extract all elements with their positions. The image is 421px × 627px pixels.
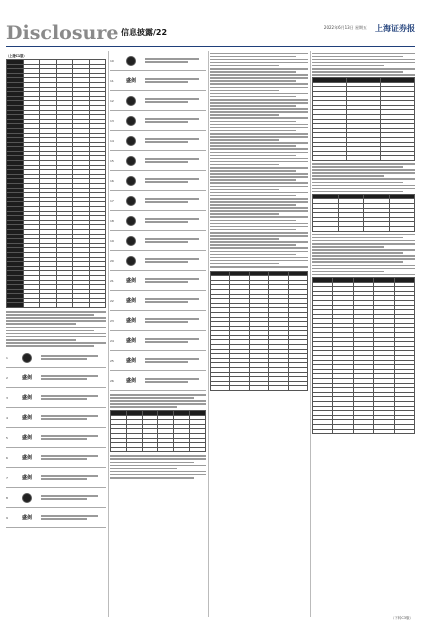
row-number: 25 — [110, 358, 114, 363]
table-caption: （上接C1版） — [6, 54, 27, 58]
table-cell — [230, 386, 249, 391]
trademark-meta — [142, 257, 206, 265]
table-cell — [56, 303, 73, 308]
trademark-row — [110, 251, 206, 271]
trademark-meta — [38, 494, 106, 502]
continued-note: （下转C3版） — [390, 616, 413, 620]
trademark-emblem-icon — [126, 156, 136, 166]
table-row — [313, 156, 415, 161]
table-cell — [288, 386, 307, 391]
table-row — [313, 429, 415, 434]
trademark-meta — [142, 377, 206, 385]
trademark-logo — [16, 449, 38, 467]
data-table — [6, 59, 106, 308]
table-cell — [23, 303, 40, 308]
column-2 — [110, 51, 206, 617]
trademark-row — [110, 231, 206, 251]
trademark-row — [110, 371, 206, 391]
trademark-text: 盛剑 — [125, 77, 136, 84]
table-row — [7, 303, 106, 308]
data-table — [312, 194, 415, 232]
column-divider — [310, 51, 311, 617]
table-cell — [389, 227, 415, 232]
trademark-logo — [120, 92, 142, 110]
trademark-list — [110, 51, 206, 271]
trademark-emblem-icon — [126, 96, 136, 106]
text-block — [110, 455, 206, 478]
trademark-logo — [16, 469, 38, 487]
trademark-meta — [142, 197, 206, 205]
trademark-logo — [16, 489, 38, 507]
row-number: 6 — [6, 455, 8, 460]
trademark-logo — [120, 372, 142, 390]
row-number: 10 — [110, 58, 114, 63]
data-table — [110, 410, 206, 452]
trademark-emblem-icon — [126, 176, 136, 186]
trademark-logo — [120, 312, 142, 330]
trademark-emblem-icon — [126, 216, 136, 226]
trademark-row — [110, 171, 206, 191]
row-number: 14 — [110, 138, 114, 143]
trademark-row — [110, 191, 206, 211]
trademark-logo — [120, 212, 142, 230]
row-number: 21 — [110, 278, 114, 283]
trademark-row — [6, 468, 106, 488]
table-cell — [313, 429, 333, 434]
trademark-row — [110, 311, 206, 331]
trademark-meta — [142, 97, 206, 105]
text-block — [312, 53, 415, 76]
table-cell — [394, 429, 414, 434]
trademark-logo — [16, 389, 38, 407]
trademark-row — [110, 71, 206, 91]
masthead: 上海证券报 — [375, 23, 415, 33]
table-cell — [249, 386, 268, 391]
trademark-meta — [38, 414, 106, 422]
trademark-text: 盛剑 — [21, 414, 32, 421]
trademark-logo — [16, 409, 38, 427]
header-rule — [6, 46, 415, 47]
row-number: 9 — [6, 515, 8, 520]
table-cell — [174, 447, 190, 452]
row-number: 23 — [110, 318, 114, 323]
data-table — [312, 77, 415, 161]
trademark-row — [6, 508, 106, 528]
trademark-row — [6, 348, 106, 368]
trademark-logo — [120, 132, 142, 150]
column-3 — [210, 51, 308, 617]
trademark-logo — [16, 369, 38, 387]
table-cell — [338, 227, 364, 232]
row-number: 15 — [110, 158, 114, 163]
trademark-text: 盛剑 — [125, 297, 136, 304]
trademark-meta — [38, 434, 106, 442]
trademark-meta — [142, 357, 206, 365]
trademark-text: 盛剑 — [21, 454, 32, 461]
trademark-row — [110, 291, 206, 311]
trademark-meta — [38, 514, 106, 522]
trademark-row — [110, 91, 206, 111]
trademark-text: 盛剑 — [21, 474, 32, 481]
trademark-row — [110, 331, 206, 351]
trademark-list — [110, 271, 206, 391]
table-cell — [73, 303, 90, 308]
trademark-meta — [142, 297, 206, 305]
table-cell — [126, 447, 142, 452]
table-row — [111, 447, 206, 452]
trademark-emblem-icon — [126, 196, 136, 206]
trademark-meta — [142, 157, 206, 165]
row-number: 17 — [110, 198, 114, 203]
trademark-text: 盛剑 — [21, 434, 32, 441]
column-1 — [6, 51, 106, 617]
trademark-row — [6, 448, 106, 468]
row-number: 12 — [110, 98, 114, 103]
table-cell — [89, 303, 106, 308]
row-number: 4 — [6, 415, 8, 420]
trademark-logo — [16, 349, 38, 367]
table-cell — [190, 447, 206, 452]
trademark-meta — [142, 77, 206, 85]
trademark-logo — [16, 509, 38, 527]
trademark-logo — [120, 332, 142, 350]
trademark-text: 盛剑 — [125, 377, 136, 384]
table-cell — [381, 156, 415, 161]
trademark-row — [110, 131, 206, 151]
table-cell — [333, 429, 353, 434]
trademark-list — [6, 348, 106, 528]
trademark-meta — [142, 337, 206, 345]
text-block — [210, 53, 308, 268]
row-number: 5 — [6, 435, 8, 440]
table-cell — [142, 447, 158, 452]
trademark-meta — [142, 177, 206, 185]
brand-title: Disclosure — [6, 22, 119, 44]
trademark-meta — [142, 317, 206, 325]
trademark-emblem-icon — [126, 56, 136, 66]
row-number: 11 — [110, 78, 114, 83]
trademark-logo — [120, 152, 142, 170]
trademark-text: 盛剑 — [125, 317, 136, 324]
row-number: 19 — [110, 238, 114, 243]
table-cell — [111, 447, 127, 452]
row-number: 18 — [110, 218, 114, 223]
trademark-meta — [38, 394, 106, 402]
trademark-emblem-icon — [126, 256, 136, 266]
trademark-logo — [120, 52, 142, 70]
table-cell — [374, 429, 394, 434]
row-number: 13 — [110, 118, 114, 123]
column-divider — [208, 51, 209, 617]
text-block — [110, 394, 206, 408]
row-number: 2 — [6, 375, 8, 380]
trademark-meta — [142, 57, 206, 65]
table-cell — [364, 227, 390, 232]
trademark-row — [6, 428, 106, 448]
trademark-emblem-icon — [126, 136, 136, 146]
text-block — [312, 234, 415, 276]
table-cell — [7, 303, 24, 308]
trademark-row — [110, 151, 206, 171]
trademark-logo — [120, 172, 142, 190]
trademark-meta — [142, 237, 206, 245]
table-cell — [269, 386, 288, 391]
trademark-row — [6, 388, 106, 408]
row-number: 3 — [6, 395, 8, 400]
page-header — [6, 22, 415, 44]
data-table — [312, 277, 415, 434]
row-number: 7 — [6, 475, 8, 480]
trademark-meta — [38, 374, 106, 382]
table-cell — [313, 227, 339, 232]
table-row — [211, 386, 308, 391]
row-number: 24 — [110, 338, 114, 343]
row-number: 16 — [110, 178, 114, 183]
trademark-meta — [38, 354, 106, 362]
trademark-meta — [142, 217, 206, 225]
section-title: 信息披露/22 — [121, 28, 168, 37]
row-number: 8 — [6, 495, 8, 500]
table-cell — [158, 447, 174, 452]
trademark-text: 盛剑 — [125, 337, 136, 344]
trademark-text: 盛剑 — [125, 357, 136, 364]
trademark-text: 盛剑 — [21, 394, 32, 401]
trademark-logo — [120, 112, 142, 130]
column-divider — [108, 51, 109, 617]
trademark-text: 盛剑 — [21, 374, 32, 381]
table-cell — [40, 303, 57, 308]
trademark-logo — [16, 429, 38, 447]
trademark-row — [110, 271, 206, 291]
trademark-row — [6, 408, 106, 428]
trademark-logo — [120, 192, 142, 210]
trademark-logo — [120, 352, 142, 370]
table-cell — [353, 429, 373, 434]
trademark-row — [110, 211, 206, 231]
data-table — [210, 271, 308, 391]
trademark-row — [110, 111, 206, 131]
dateline: 2022年6月13日 星期五 — [323, 25, 367, 30]
table-cell — [347, 156, 381, 161]
row-number: 22 — [110, 298, 114, 303]
trademark-row — [6, 488, 106, 508]
trademark-logo — [120, 232, 142, 250]
trademark-meta — [38, 474, 106, 482]
trademark-meta — [38, 454, 106, 462]
trademark-emblem-icon — [126, 236, 136, 246]
text-block — [6, 311, 106, 347]
trademark-logo — [120, 252, 142, 270]
column-4 — [312, 51, 415, 617]
trademark-meta — [142, 277, 206, 285]
row-number: 1 — [6, 355, 8, 360]
trademark-emblem-icon — [126, 116, 136, 126]
trademark-meta — [142, 117, 206, 125]
text-block — [312, 163, 415, 192]
trademark-logo — [120, 72, 142, 90]
trademark-meta — [142, 137, 206, 145]
row-number: 26 — [110, 378, 114, 383]
trademark-row — [6, 368, 106, 388]
trademark-emblem-icon — [22, 493, 32, 503]
table-cell — [211, 386, 230, 391]
trademark-logo — [120, 292, 142, 310]
trademark-row — [110, 51, 206, 71]
trademark-row — [110, 351, 206, 371]
trademark-text: 盛剑 — [125, 277, 136, 284]
row-number: 20 — [110, 258, 114, 263]
trademark-text: 盛剑 — [21, 514, 32, 521]
table-cell — [313, 156, 347, 161]
trademark-logo — [120, 272, 142, 290]
table-row — [313, 227, 415, 232]
trademark-emblem-icon — [22, 353, 32, 363]
